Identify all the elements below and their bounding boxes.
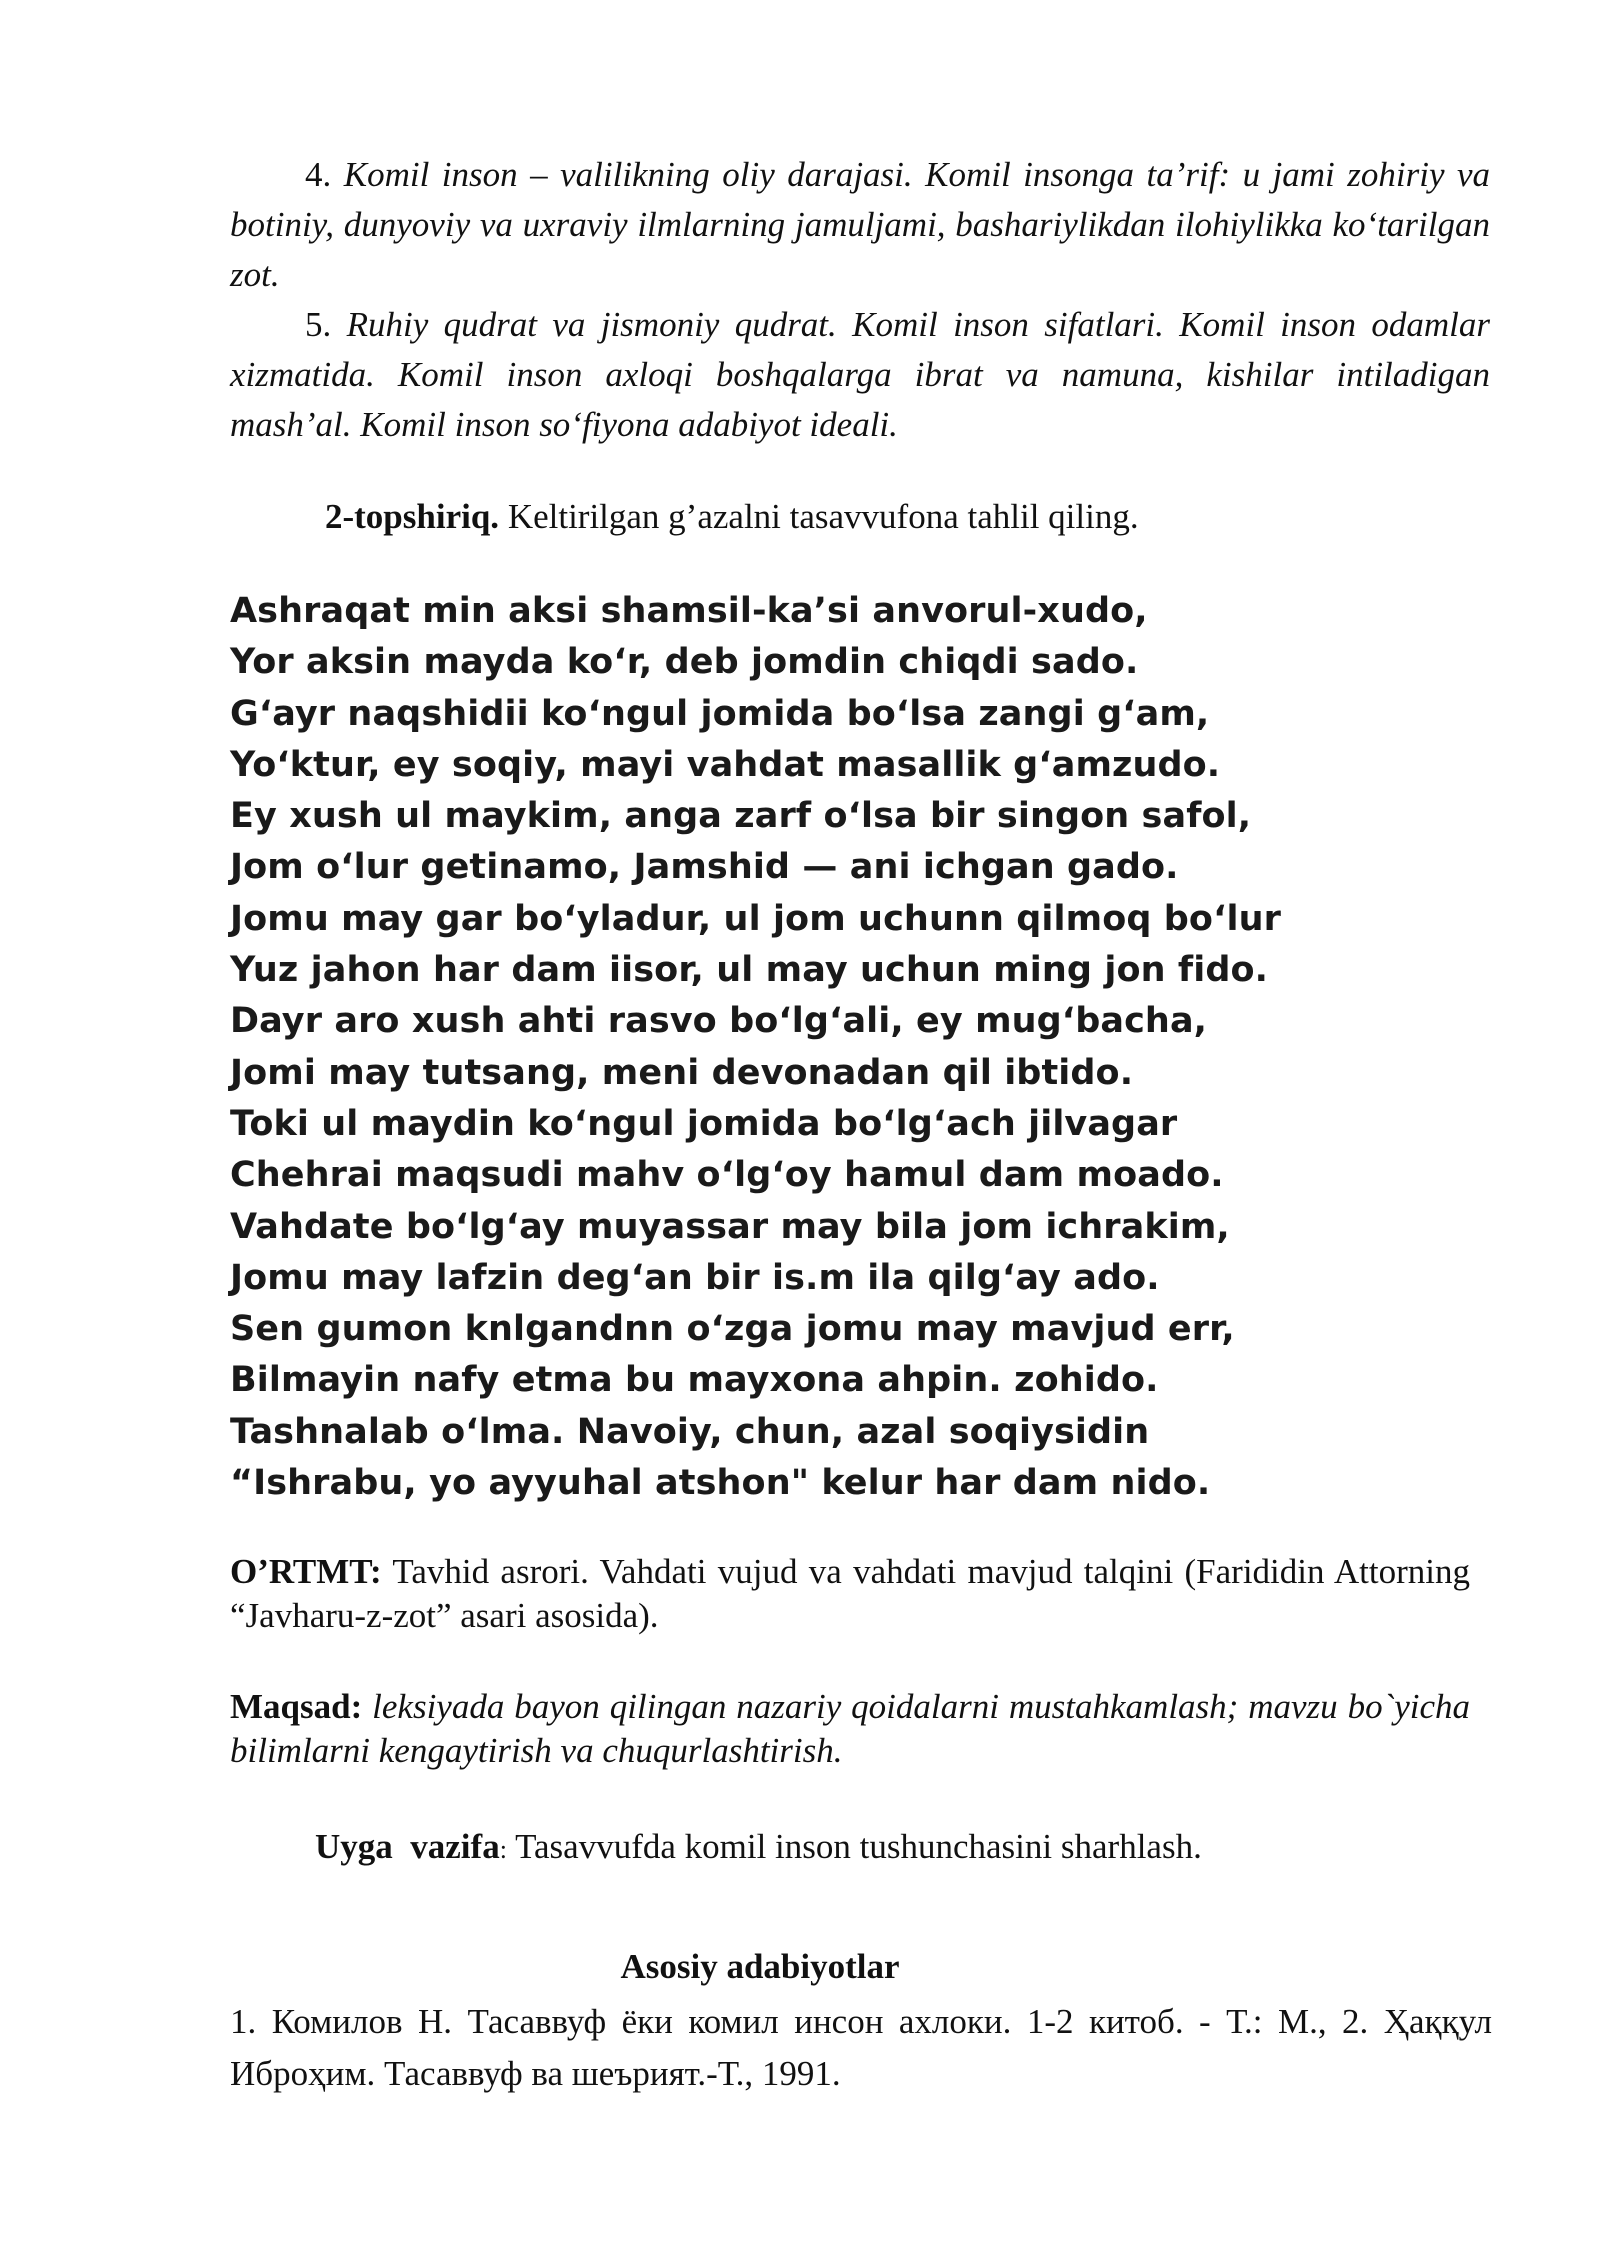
poem-line: Jomu may lafzin deg‘an bir is.m ila qilg‘ay ado. (230, 1257, 1160, 1298)
topic-item-5 (230, 300, 1490, 450)
poem-line: G‘ayr naqshidii ko‘ngul jomida bo‘lsa zangi g‘am, (230, 693, 1210, 734)
poem-line: Yor aksin mayda ko‘r, deb jomdin chiqdi sado. (230, 642, 1139, 683)
homework-text: Tasavvufda komil inson tushunchasini sharhlash. (515, 1827, 1202, 1866)
poem-line: Vahdate bo‘lg‘ay muyassar may bila jom ichrakim, (230, 1206, 1230, 1247)
poem-line: Jom o‘lur getinamo, Jamshid — ani ichgan gado. (230, 847, 1179, 888)
topic-list (230, 150, 1490, 450)
topic-item-4-number: 4. (305, 155, 332, 194)
poem-line: Jomi may tutsang, meni devonadan qil ibtido. (230, 1052, 1134, 1093)
maqsad-text: leksiyada bayon qilingan nazariy qoidalarni mustahkamlash; mavzu bo`yicha bilimlarni kengaytirish va chuqurlashtirish. (230, 1687, 1471, 1770)
poem-line: Sen gumon knlgandnn o‘zga jomu may mavjud err, (230, 1309, 1235, 1350)
poem-line: Bilmayin nafy etma bu mayxona ahpin. zohido. (230, 1360, 1159, 1401)
poem-line: Tashnalab o‘lma. Navoiy, chun, azal soqiysidin (230, 1411, 1150, 1452)
poem-line: Jomu may gar bo‘yladur, ul jom uchunn qilmoq bo‘lur (230, 898, 1281, 939)
literature-list: 1. Комилов Н. Тасаввуф ёки комил инсон ахлоки. 1-2 китоб. - Т.: М., 2. Ҳаққул Иброҳим. Тасаввуф ва шеърият.-Т., 1991. (230, 2002, 1492, 2093)
poem-line: Ashraqat min aksi shamsil-ka’si anvorul-xudo, (230, 591, 1148, 631)
task-2-label: 2-topshiriq. (325, 497, 500, 536)
homework-line (315, 1825, 1202, 1872)
topic-item-4 (230, 150, 1490, 300)
topic-item-5-text: Ruhiy qudrat va jismoniy qudrat. Komil inson sifatlari. Komil inson odamlar xizmatida. Komil inson axloqi boshqalarga ibrat va namuna, kishilar intiladigan mash’al. Komil inson so‘fiyona adabiyot ideali. (230, 305, 1491, 444)
maqsad-paragraph (230, 1685, 1470, 1773)
task-2-text: Keltirilgan g’azalni tasavvufona tahlil qiling. (507, 497, 1139, 536)
ortmt-label: O’RTMT: (230, 1552, 382, 1591)
literature-title: Asosiy adabiyotlar (620, 1947, 900, 1986)
homework-colon: : (499, 1835, 507, 1864)
poem-line: Chehrai maqsudi mahv o‘lg‘oy hamul dam moado. (230, 1155, 1224, 1196)
poem-line: Yuz jahon har dam iisor, ul may uchun ming jon fido. (230, 950, 1269, 991)
ortmt-paragraph (230, 1550, 1470, 1638)
task-2-heading (325, 492, 1139, 542)
maqsad-label: Maqsad: (230, 1687, 363, 1726)
poem-line: “Ishrabu, yo ayyuhal atshon" kelur har dam nido. (230, 1463, 1211, 1504)
ortmt-text: Tavhid asrori. Vahdati vujud va vahdati mavjud talqini (Farididin Attorning “Javharu-z-zot” asari asosida). (230, 1552, 1470, 1635)
poem-ghazal (230, 586, 1530, 1509)
poem-line: Dayr aro xush ahti rasvo bo‘lg‘ali, ey mug‘bacha, (230, 1001, 1208, 1042)
poem-line: Ey xush ul maykim, anga zarf o‘lsa bir singon safol, (230, 796, 1252, 837)
topic-item-4-text: Komil inson – valilikning oliy darajasi. Komil insonga ta’rif: u jami zohiriy va botiniy, dunyoviy va uxraviy ilmlarning jamuljami, bashariylikdan ilohiylikka ko‘tarilgan zot. (230, 155, 1491, 294)
poem-line: Toki ul maydin ko‘ngul jomida bo‘lg‘ach jilvagar (230, 1103, 1178, 1144)
homework-label: Uyga vazifa (315, 1827, 500, 1866)
poem-line: Yo‘ktur, ey soqiy, mayi vahdat masallik g‘amzudo. (230, 744, 1221, 785)
topic-item-5-number: 5. (305, 305, 332, 344)
